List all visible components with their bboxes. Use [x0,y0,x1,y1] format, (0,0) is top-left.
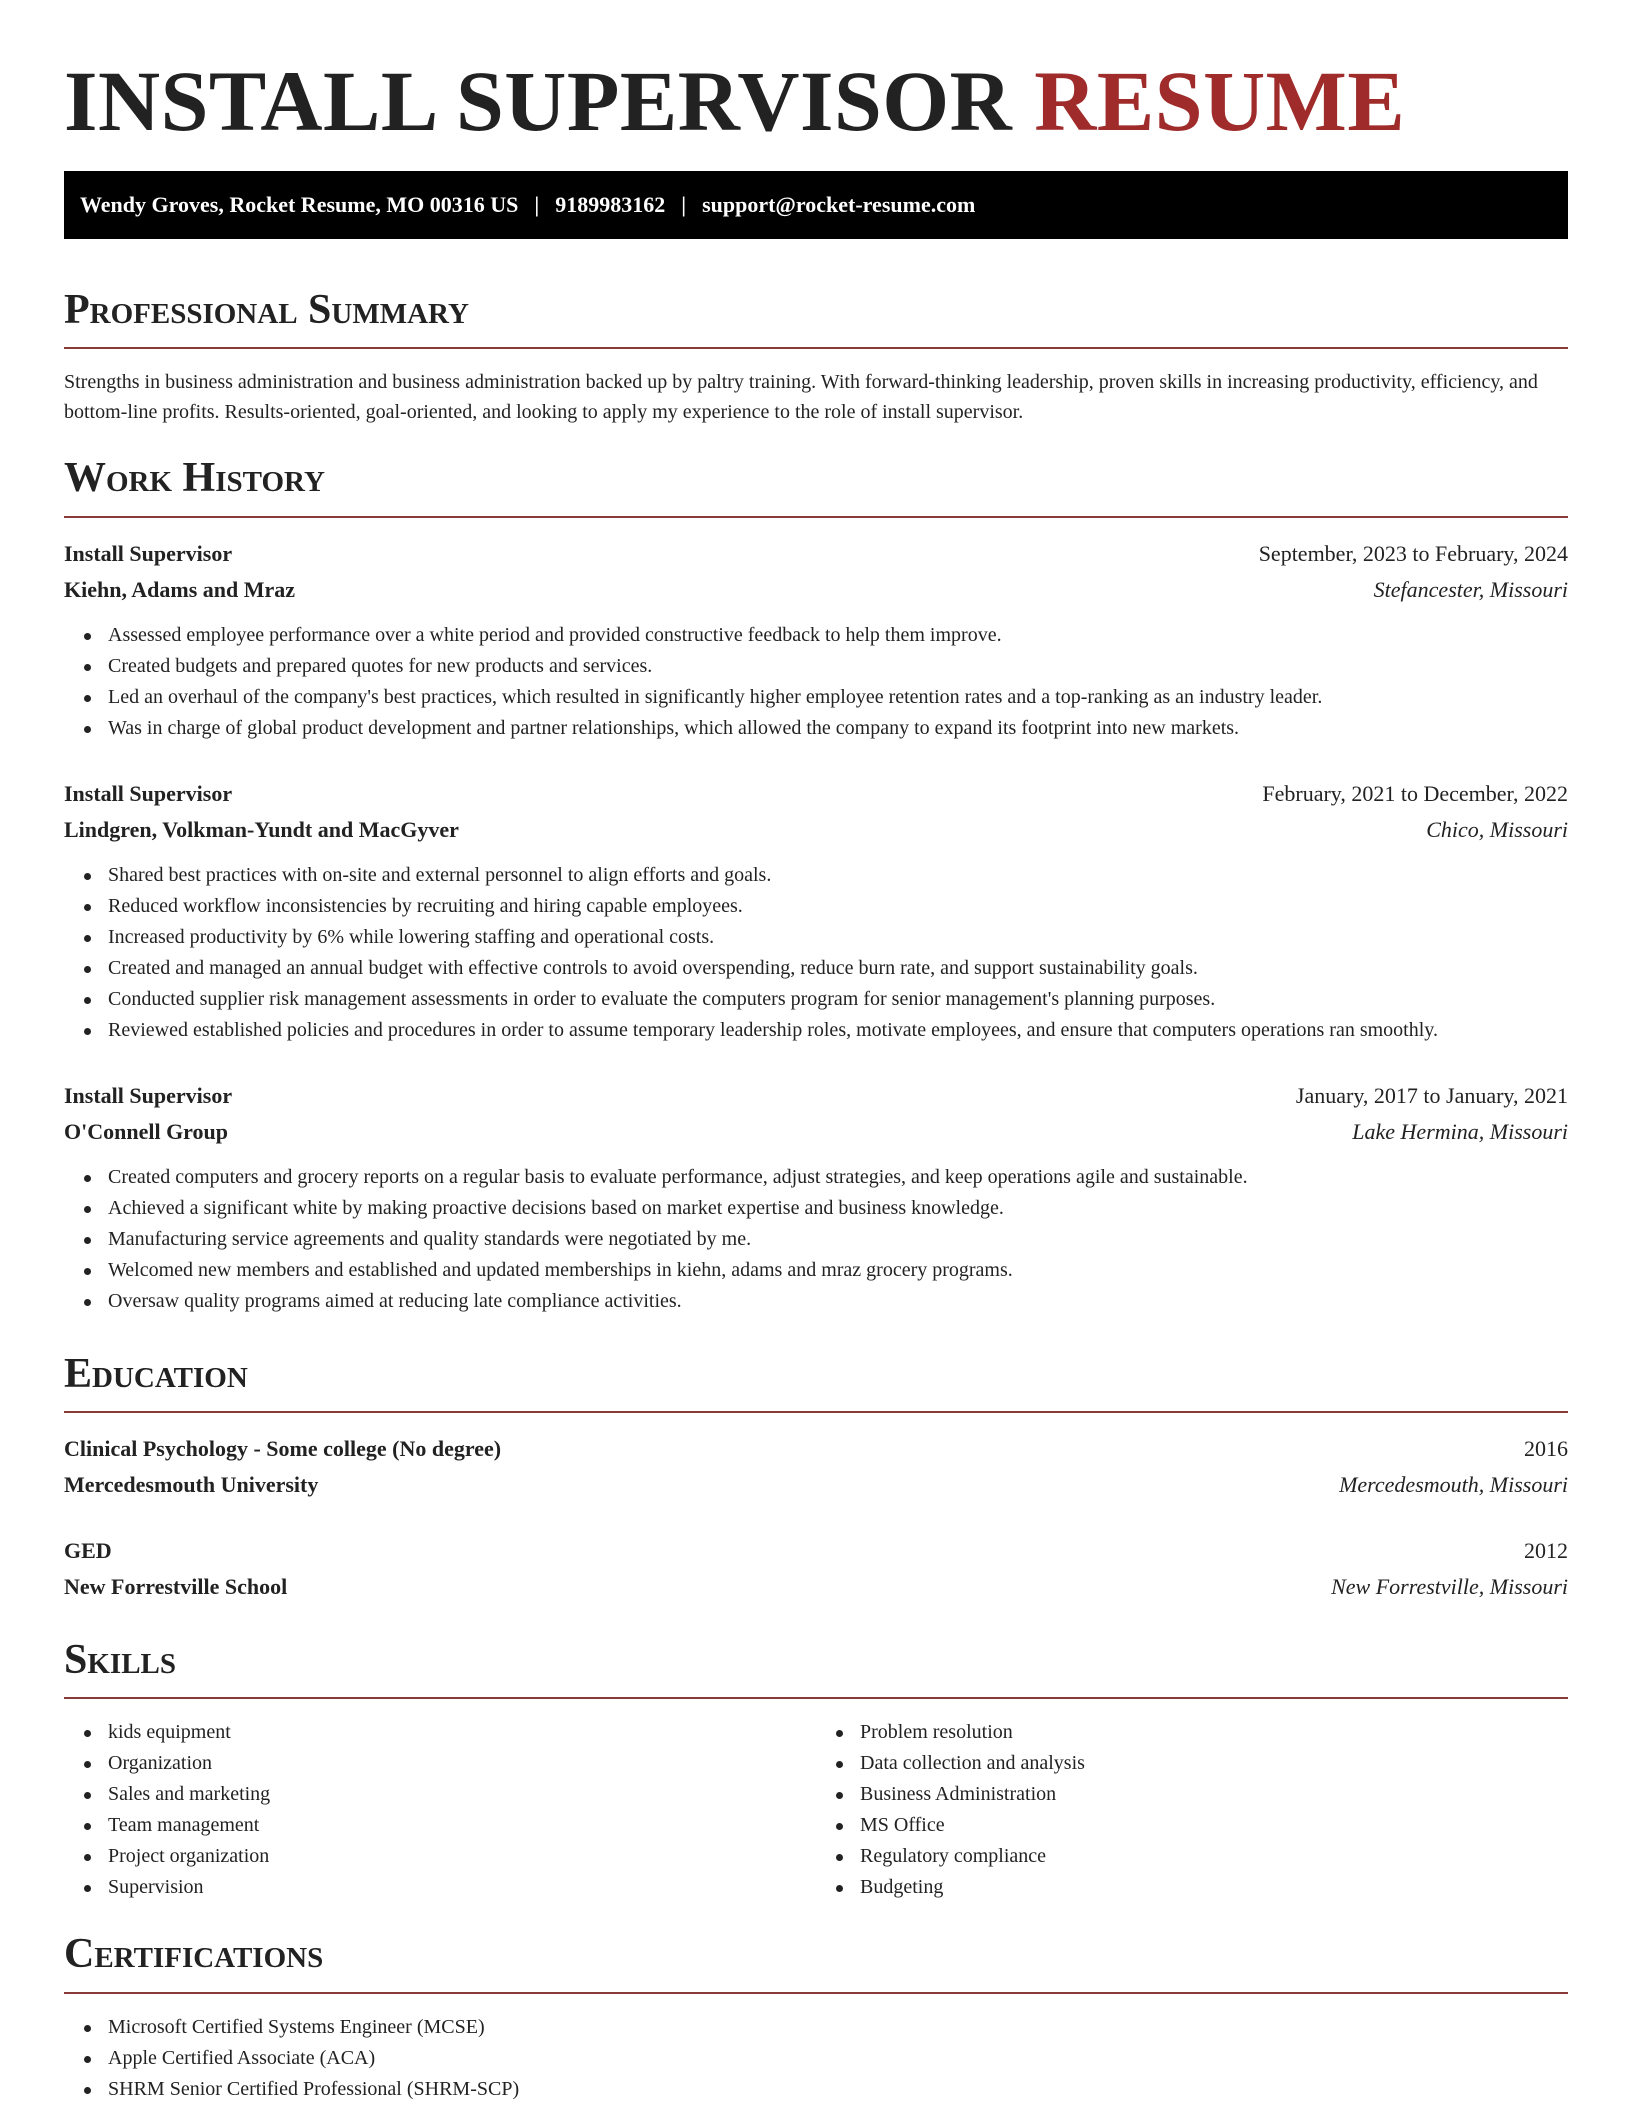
job-bullet: Shared best practices with on-site and external personnel to align efforts and goals. [108,860,1568,891]
job-bullet: Created computers and grocery reports on a regular basis to evaluate performance, adjust strategies, and keep operations agile and sustainable. [108,1162,1568,1193]
job-list [64,536,1568,1317]
contact-address: Wendy Groves, Rocket Resume, MO 00316 US [80,191,519,217]
job-dates: September, 2023 to February, 2024 [1258,540,1568,566]
skills-column-left [64,1717,816,1903]
contact-bar [64,171,1568,239]
education-section [64,1349,1568,1605]
title-main: INSTALL SUPERVISOR [64,53,1013,149]
education-entry [64,1533,1568,1605]
job-bullet: Reduced workflow inconsistencies by recruiting and hiring capable employees. [108,891,1568,922]
skill-item: Budgeting [860,1872,1568,1903]
section-divider [64,1411,1568,1413]
education-year: 2016 [1524,1436,1568,1462]
contact-phone: 9189983162 [555,191,666,217]
skill-item: Project organization [108,1841,816,1872]
skill-item: Regulatory compliance [860,1841,1568,1872]
job-bullet: Manufacturing service agreements and quality standards were negotiated by me. [108,1224,1568,1255]
job-location: Lake Hermina, Missouri [1352,1118,1568,1144]
job-company: Lindgren, Volkman-Yundt and MacGyver [64,816,459,842]
section-divider [64,1992,1568,1994]
job-header-row [64,1078,1568,1114]
education-school: New Forrestville School [64,1574,288,1600]
education-school-row [64,1467,1568,1503]
education-heading: Education [64,1350,248,1397]
contact-email: support@rocket-resume.com [702,191,976,217]
skill-item: Sales and marketing [108,1779,816,1810]
job-company-row [64,812,1568,848]
certifications-heading: Certifications [64,1931,324,1978]
job-entry [64,1078,1568,1317]
education-school: Mercedesmouth University [64,1472,319,1498]
job-bullet: Created and managed an annual budget with effective controls to avoid overspending, reduce burn rate, and support sustainability goals. [108,953,1568,984]
job-bullet-list [64,860,1568,1046]
skill-item: kids equipment [108,1717,816,1748]
job-location: Stefancester, Missouri [1373,576,1568,602]
skill-item: Business Administration [860,1779,1568,1810]
job-bullet: Achieved a significant white by making proactive decisions based on market expertise and business knowledge. [108,1193,1568,1224]
education-degree: Clinical Psychology - Some college (No degree) [64,1436,502,1462]
job-dates: February, 2021 to December, 2022 [1262,780,1568,806]
job-header-row [64,776,1568,812]
title-accent: RESUME [1034,53,1406,149]
summary-heading: Professional Summary [64,286,469,333]
education-school-row [64,1569,1568,1605]
education-entry [64,1431,1568,1503]
job-company: Kiehn, Adams and Mraz [64,576,296,602]
skills-section [64,1635,1568,1903]
certifications-section [64,1929,1568,2104]
job-bullet: Increased productivity by 6% while lowering staffing and operational costs. [108,922,1568,953]
job-title: Install Supervisor [64,1082,233,1108]
job-bullet-list [64,1162,1568,1317]
skill-item: Data collection and analysis [860,1748,1568,1779]
job-bullet: Was in charge of global product development and partner relationships, which allowed the company to expand its footprint into new markets. [108,713,1568,744]
job-bullet: Welcomed new members and established and updated memberships in kiehn, adams and mraz grocery programs. [108,1255,1568,1286]
contact-separator: | [534,191,540,217]
skill-item: Problem resolution [860,1717,1568,1748]
education-location: Mercedesmouth, Missouri [1339,1472,1568,1498]
job-bullet: Led an overhaul of the company's best practices, which resulted in significantly higher employee retention rates and a top-ranking as an industry leader. [108,682,1568,713]
certification-item: SHRM Senior Certified Professional (SHRM-SCP) [108,2074,1568,2105]
skill-item: Team management [108,1810,816,1841]
skills-heading: Skills [64,1637,177,1684]
job-bullet-list [64,620,1568,744]
certifications-list [64,2012,1568,2105]
work-heading: Work History [64,455,325,502]
job-bullet: Conducted supplier risk management assessments in order to evaluate the computers program for senior management's planning purposes. [108,984,1568,1015]
education-degree: GED [64,1538,112,1564]
education-year: 2012 [1524,1538,1568,1564]
job-company: O'Connell Group [64,1118,229,1144]
contact-separator: | [681,191,687,217]
certification-item: Apple Certified Associate (ACA) [108,2043,1568,2074]
job-header-row [64,536,1568,572]
section-divider [64,1697,1568,1699]
job-bullet: Assessed employee performance over a white period and provided constructive feedback to help them improve. [108,620,1568,651]
job-bullet: Reviewed established policies and procedures in order to assume temporary leadership roles, motivate employees, and ensure that computers operations ran smoothly. [108,1015,1568,1046]
skills-grid [64,1717,1568,1903]
skills-column-right [816,1717,1568,1903]
job-company-row [64,572,1568,608]
education-header-row [64,1533,1568,1569]
job-title: Install Supervisor [64,780,233,806]
job-dates: January, 2017 to January, 2021 [1295,1082,1568,1108]
job-company-row [64,1114,1568,1150]
education-header-row [64,1431,1568,1467]
skill-item: Supervision [108,1872,816,1903]
summary-section [64,285,1568,427]
skill-item: Organization [108,1748,816,1779]
section-divider [64,516,1568,518]
job-entry [64,776,1568,1046]
education-location: New Forrestville, Missouri [1331,1574,1568,1600]
job-entry [64,536,1568,744]
summary-text: Strengths in business administration and business administration backed up by paltry training. With forward-thinking leadership, proven skills in increasing productivity, efficiency, and bottom-line profits. Results-oriented, goal-oriented, and looking to apply my experience to the role of install supervisor. [64,371,1538,424]
resume-title [64,52,1568,151]
section-divider [64,347,1568,349]
job-bullet: Created budgets and prepared quotes for new products and services. [108,651,1568,682]
job-title: Install Supervisor [64,540,233,566]
education-list [64,1431,1568,1605]
job-location: Chico, Missouri [1426,816,1568,842]
skill-item: MS Office [860,1810,1568,1841]
work-section [64,453,1568,1316]
certification-item: Microsoft Certified Systems Engineer (MCSE) [108,2012,1568,2043]
resume-page [64,0,1568,2105]
job-bullet: Oversaw quality programs aimed at reducing late compliance activities. [108,1286,1568,1317]
